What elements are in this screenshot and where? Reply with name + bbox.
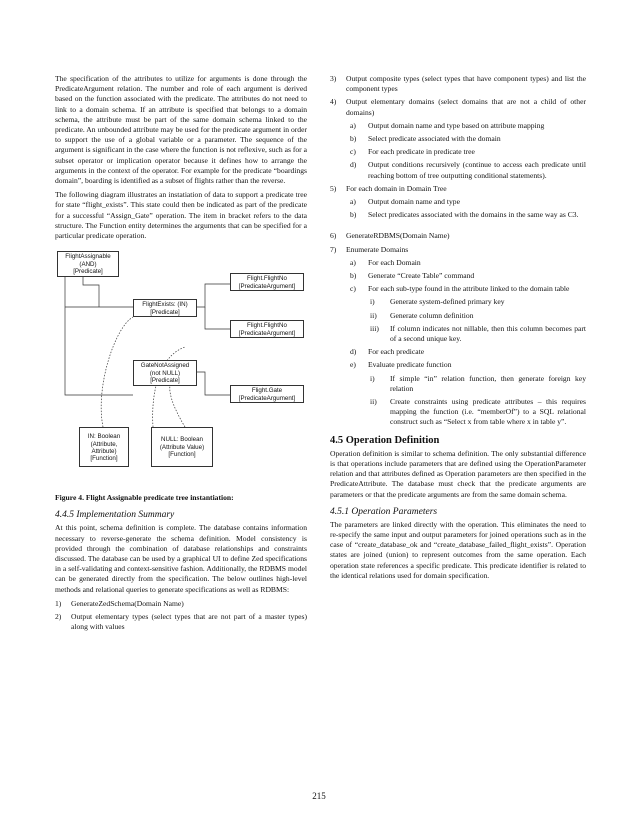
list-item <box>330 231 586 241</box>
list-item <box>330 147 586 157</box>
method-list <box>330 74 586 220</box>
list-item <box>330 324 586 344</box>
list-item <box>330 210 586 220</box>
list-item-text: Generate “Create Table” command <box>368 271 475 281</box>
node-null-boolean: NULL: Boolean (Attribute Value) [Function] <box>151 427 213 467</box>
list-item-text: GenerateZedSchema(Domain Name) <box>71 598 184 608</box>
list-item <box>330 360 586 370</box>
list-item <box>330 74 586 94</box>
paragraph: At this point, schema definition is complete. The database contains information necessary to reverse-generate the schema definition. Model consistency is provided through the combination of database relationships and constraints discussed. The database can be used by a graphical UI to define Zed specifications in a self-validating and context-sensitive fashion. Additionally, the RDBMS model can be generated directly from the specification. The below outlines high-level methods and relational queries to generate specifications as well as RDBMS: <box>55 523 307 594</box>
function-link <box>153 347 185 427</box>
list-item <box>55 612 307 632</box>
list-item-number: e) <box>350 360 356 370</box>
node-flightno-2: Flight.FlightNo [PredicateArgument] <box>230 320 304 338</box>
list-item <box>330 160 586 180</box>
list-item-number: iii) <box>370 323 379 333</box>
list-item-number: ii) <box>370 397 377 407</box>
list-item-text: Output conditions recursively (continue to access each predicate until reaching bottom of tree outputting conditional statements). <box>368 160 586 180</box>
list-item-number: d) <box>350 160 357 170</box>
list-item-text: Generate system-defined primary key <box>390 297 505 307</box>
list-item-number: ii) <box>370 310 377 320</box>
list-item <box>55 599 307 609</box>
list-item-text: Create constraints using predicate attributes – this requires mapping the function (i.e. “memberOf”) to a SQL relational construct such as “Select x from table where x in table y”. <box>390 397 586 427</box>
section-heading: 4.5 Operation Definition <box>330 434 440 446</box>
list-item <box>330 347 586 357</box>
list-item-text: If column indicates not nillable, then this column becomes part of a second unique key. <box>390 323 586 344</box>
node-flight-gate: Flight.Gate [PredicateArgument] <box>230 385 304 403</box>
node-flight-assignable: FlightAssignable (AND) [Predicate] <box>57 251 119 277</box>
list-item <box>330 297 586 307</box>
list-item-text: Output domain name and type based on attribute mapping <box>368 120 545 130</box>
list-item-text: For each predicate <box>368 347 425 357</box>
predicate-tree-figure <box>55 247 307 485</box>
page-number: 215 <box>312 791 326 801</box>
list-item <box>330 397 586 428</box>
list-item-text: For each predicate in predicate tree <box>368 147 475 157</box>
list-item-text: Output elementary types (select types that are not part of a master types) along with values <box>71 612 307 632</box>
list-item-text: GenerateRDBMS(Domain Name) <box>346 231 450 241</box>
list-item <box>330 271 586 281</box>
list-item <box>330 134 586 144</box>
section-heading: 4.4.5 Implementation Summary <box>55 510 175 521</box>
right-column <box>330 74 586 585</box>
paragraph: The specification of the attributes to utilize for arguments is done through the PredicateArgument relation. The number and role of each argument is derived based on the function associated with the predicate. The attributes do not need to link to a domain schema. If an attribute is specified that belongs to a domain schema, the attribute must be part of the same domain schema linked to the predicate. An unbounded attribute may be used for the predicate argument in order to support the use of a global variable or a parameter. The sequence of the argument is significant in the case where the function is not reflexive, such as for a subset operator or implication operator because it defines how to arrange the arguments in the context of the operator. For example for the predicate “boardings domain”, boarding is identified as a subset of flights rather than the reverse. <box>55 74 307 186</box>
node-flightno-1: Flight.FlightNo [PredicateArgument] <box>230 273 304 291</box>
list-item-text: Enumerate Domains <box>346 244 409 254</box>
figure-caption: Figure 4. Flight Assignable predicate tree instantiation: <box>55 493 234 503</box>
list-item-text: Select predicate associated with the domain <box>368 134 501 144</box>
list-item-number: 7) <box>330 244 337 254</box>
function-link <box>101 317 133 427</box>
list-item-text: Output composite types (select types that have component types) and list the component types <box>346 74 586 94</box>
list-item-number: 6) <box>330 231 337 241</box>
list-item-number: i) <box>370 373 375 383</box>
left-column <box>55 74 307 635</box>
list-item-text: For each domain in Domain Tree <box>346 183 447 193</box>
list-item <box>330 284 586 294</box>
node-flight-exists: FlightExists: (IN) [Predicate] <box>133 299 197 317</box>
subsection-heading: 4.5.1 Operation Parameters <box>330 506 438 517</box>
list-item-number: c) <box>350 147 356 157</box>
paragraph: The following diagram illustrates an instatiation of data to support a predicate tree for state “flight_exists”. This state could then be indicated as part of the predicate for a successful “Assign_Gate” operation. The item in bracket refers to the data structure. The Function entity determines the arguments that can be specified for a particular predicate operation. <box>55 190 307 241</box>
list-item-number: c) <box>350 284 356 294</box>
list-item-number: 4) <box>330 97 337 107</box>
connector-line <box>205 307 230 329</box>
list-item-text: For each Domain <box>368 257 421 267</box>
list-item-text: Output elementary domains (select domains that are not a child of other domains) <box>346 97 586 117</box>
connector-line <box>83 277 99 307</box>
list-item-number: 5) <box>330 183 337 193</box>
node-gate-not-assigned: GateNotAssigned (not NULL) [Predicate] <box>133 360 197 386</box>
list-item-number: 3) <box>330 74 337 83</box>
list-item-number: a) <box>350 120 356 130</box>
list-item-number: b) <box>350 210 357 220</box>
list-item <box>330 121 586 131</box>
list-item-number: i) <box>370 297 375 307</box>
list-item-text: If simple “in” relation function, then generate foreign key relation <box>390 373 586 393</box>
list-item-number: b) <box>350 134 357 144</box>
list-item-text: Select predicates associated with the domains in the same way as C3. <box>368 210 579 220</box>
paragraph: Operation definition is similar to schema definition. The only substantial difference is that operations include parameters that are defined using the OperationParameter relation and that attributes defined as Operation parameters are then specified in the PredicateAttribute. The database must check that the predicate arguments are parameters or that the predicate arguments are from the same domain schema. <box>330 448 586 499</box>
list-item-number: 2) <box>55 612 62 622</box>
list-item <box>330 197 586 207</box>
list-item-number: 1) <box>55 598 62 608</box>
function-link <box>170 379 185 427</box>
list-item-text: Generate column definition <box>390 310 474 320</box>
list-item-text: Evaluate predicate function <box>368 360 452 370</box>
list-item-text: Output domain name and type <box>368 197 460 207</box>
method-list <box>330 231 586 427</box>
list-item <box>330 184 586 194</box>
paragraph: The parameters are linked directly with the operation. This eliminates the need to re-specify the same input and output parameters for joined operations such as in the case of “create_database_ok and “create_database_failed_flight_exists”. Operation states are joined (union) to represent outcomes from the same operation. Each operation state references a specific predicate. This predicate identifier is related to the identical relations used for domain specification. <box>330 519 586 580</box>
list-item <box>330 245 586 255</box>
list-item-number: b) <box>350 271 357 281</box>
list-item-number: a) <box>350 197 356 207</box>
method-list <box>55 599 307 633</box>
node-in-boolean: IN: Boolean (Attribute, Attribute) [Function] <box>79 427 129 467</box>
list-item-number: d) <box>350 347 357 357</box>
list-item <box>330 258 586 268</box>
list-item-number: a) <box>350 257 356 267</box>
list-item <box>330 374 586 394</box>
list-item <box>330 97 586 117</box>
list-item <box>330 311 586 321</box>
list-item-text: For each sub-type found in the attribute linked to the domain table <box>368 284 570 294</box>
